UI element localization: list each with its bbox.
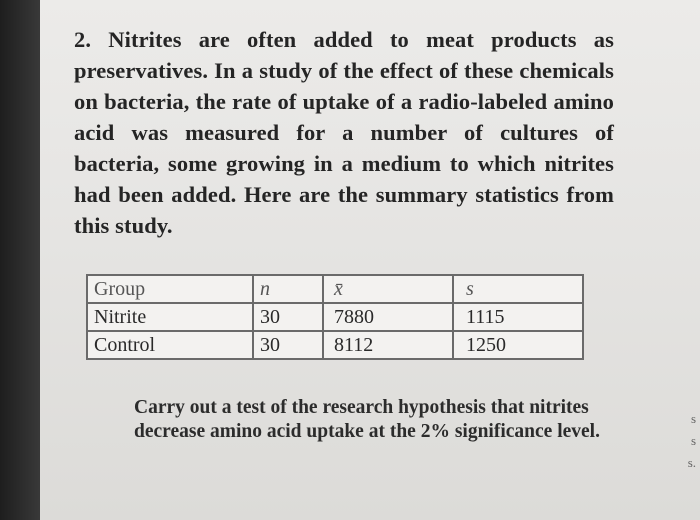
problem-number: 2. bbox=[74, 27, 92, 52]
table-header-row bbox=[87, 275, 583, 303]
header-mean: x̄ bbox=[323, 275, 453, 303]
summary-statistics-table bbox=[86, 274, 584, 360]
margin-letter: s bbox=[690, 433, 696, 448]
cropped-margin-text bbox=[684, 408, 696, 474]
problem-body: Nitrites are often added to meat products as preservatives. In a study of the effect of these chemicals on bacteria, the rate of uptake of a radio-labeled amino acid was measured for a number of cultures of bacteria, some growing in a medium to which nitrites had been added. Here are the summary statistics from this study. bbox=[74, 27, 614, 238]
header-n: n bbox=[253, 275, 323, 303]
margin-letter: s bbox=[690, 411, 696, 426]
cell-group: Control bbox=[87, 331, 253, 359]
cell-group: Nitrite bbox=[87, 303, 253, 331]
problem-statement bbox=[74, 24, 614, 241]
cell-mean: 8112 bbox=[323, 331, 453, 359]
background-edge bbox=[0, 0, 42, 520]
header-group: Group bbox=[87, 275, 253, 303]
cell-s: 1115 bbox=[453, 303, 583, 331]
cell-s: 1250 bbox=[453, 331, 583, 359]
header-s: s bbox=[453, 275, 583, 303]
cell-mean: 7880 bbox=[323, 303, 453, 331]
margin-letter: s. bbox=[687, 455, 696, 470]
cell-n: 30 bbox=[253, 331, 323, 359]
task-instruction: Carry out a test of the research hypothesis that nitrites decrease amino acid uptake at the 2% significance level. bbox=[134, 397, 600, 442]
table-row bbox=[87, 331, 583, 359]
table-row bbox=[87, 303, 583, 331]
cell-n: 30 bbox=[253, 303, 323, 331]
